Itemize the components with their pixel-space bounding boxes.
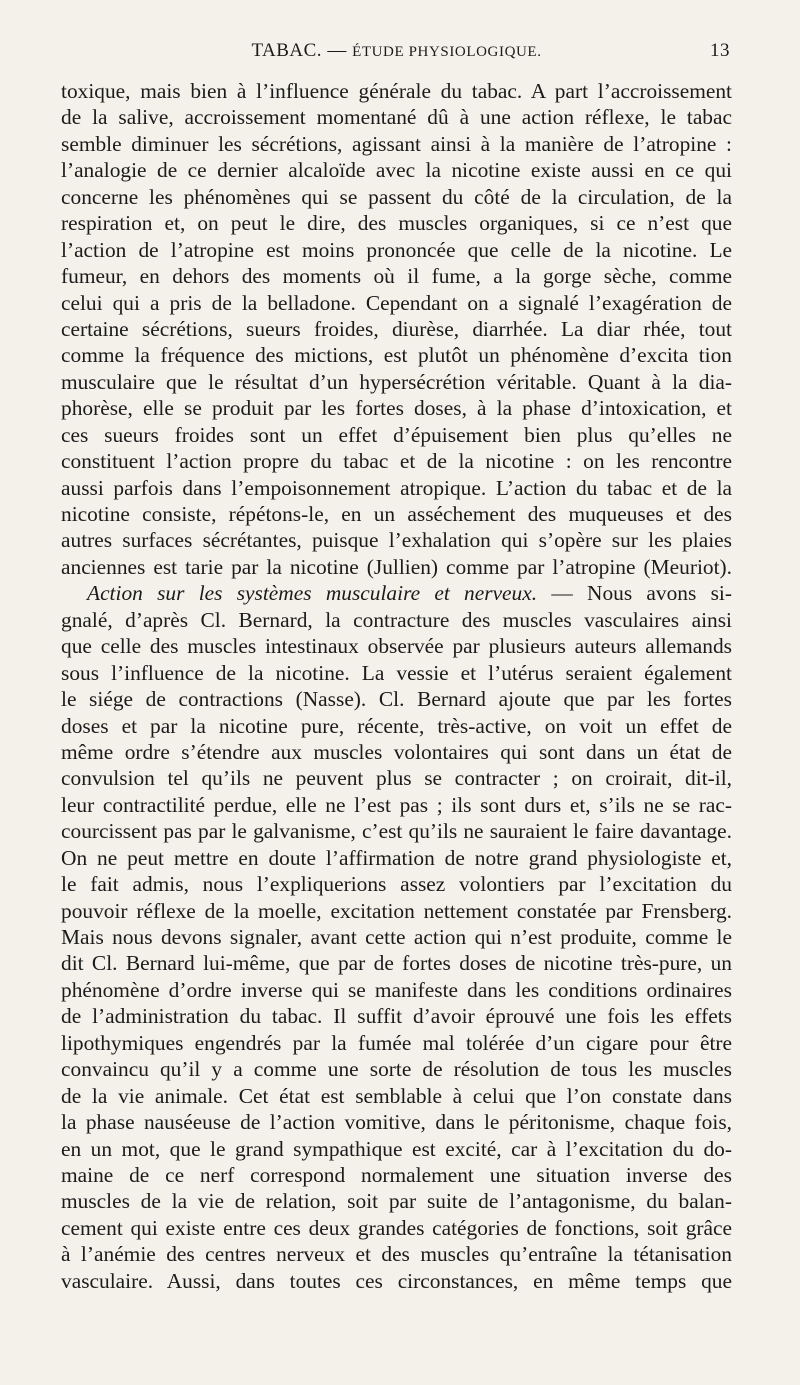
text-line: lipothymiques engendrés par la fumée mal tolérée d’un cigare pour être xyxy=(61,1030,732,1055)
section-lead-text: — Nous avons si- xyxy=(537,581,732,606)
text-line: nicotine consiste, répétons-le, en un asséchement des muqueuses et des xyxy=(61,502,732,526)
text-line: cement qui existe entre ces deux grandes catégories de fonctions, soit grâce xyxy=(61,1215,732,1240)
text-line: le fait admis, nous l’expliquerions assez volontiers par l’excitation du xyxy=(61,872,732,897)
text-line: phénomène d’ordre inverse qui se manifeste dans les conditions ordinaires xyxy=(61,977,732,1002)
text-line: constituent l’action propre du tabac et de la nicotine : on les rencontre xyxy=(61,449,732,474)
text-line: autres surfaces sécrétantes, puisque l’exhalation qui s’opère sur les plaies xyxy=(61,528,732,553)
body-text xyxy=(61,78,732,1294)
text-line: leur contractilité perdue, elle ne l’est pas ; ils sont durs et, s’ils ne se rac- xyxy=(61,792,732,817)
text-line: semble diminuer les sécrétions, agissant ainsi à la manière de l’atropine : xyxy=(61,131,732,156)
text-line: On ne peut mettre en doute l’affirmation de notre grand physiologiste et, xyxy=(61,845,732,870)
text-line: que celle des muscles intestinaux observée par plusieurs auteurs allemands xyxy=(61,634,732,659)
text-line: muscles de la vie de relation, soit par suite de l’antagonisme, du balan- xyxy=(61,1189,732,1214)
running-head xyxy=(61,38,732,74)
text-line: courcissent pas par le galvanisme, c’est qu’ils ne sauraient le faire davantage. xyxy=(61,819,732,844)
text-line: doses et par la nicotine pure, récente, très-active, on voit un effet de xyxy=(61,713,732,738)
running-title-separator: — xyxy=(322,40,353,61)
text-line: phorèse, elle se produit par les fortes doses, à la phase d’intoxication, et xyxy=(61,396,732,421)
text-line: la phase nauséeuse de l’action vomitive, dans le péritonisme, chaque fois, xyxy=(61,1110,732,1135)
text-line: convaincu qu’il y a comme une sorte de résolution de tous les muscles xyxy=(61,1057,732,1082)
text-line: ces sueurs froides sont un effet d’épuisement bien plus qu’elles ne xyxy=(61,422,732,447)
text-line: anciennes est tarie par la nicotine (Jullien) comme par l’atropine (Meuriot). xyxy=(61,554,732,579)
text-line: de la vie animale. Cet état est semblable à celui que l’on constate dans xyxy=(61,1083,732,1108)
text-line: celui qui a pris de la belladone. Cependant on a signalé l’exagération de xyxy=(61,290,732,315)
text-line: de l’administration du tabac. Il suffit d’avoir éprouvé une fois les effets xyxy=(61,1004,732,1029)
text-line: concerne les phénomènes qui se passent du côté de la circulation, de la xyxy=(61,184,732,209)
text-line: fumeur, en dehors des moments où il fume, a la gorge sèche, comme xyxy=(61,264,732,289)
text-line: toxique, mais bien à l’influence générale du tabac. A part l’accroissement xyxy=(61,79,732,103)
page-number: 13 xyxy=(710,40,730,61)
text-line: à l’anémie des centres nerveux et des muscles qu’entraîne la tétanisation xyxy=(61,1242,732,1267)
text-line: dit Cl. Bernard lui-même, que par de fortes doses de nicotine très-pure, un xyxy=(61,951,732,976)
text-line: gnalé, d’après Cl. Bernard, la contracture des muscles vasculaires ainsi xyxy=(61,607,732,632)
text-line: le siége de contractions (Nasse). Cl. Bernard ajoute que par les fortes xyxy=(61,687,732,712)
text-line: Mais nous devons signaler, avant cette action qui n’est produite, comme le xyxy=(61,925,732,949)
text-line: sous l’influence de la nicotine. La vessie et l’utérus seraient également xyxy=(61,660,732,685)
section-heading: Action sur les systèmes musculaire et nerveux. xyxy=(87,581,538,606)
text-line: même ordre s’étendre aux muscles volontaires qui sont dans un état de xyxy=(61,739,732,764)
running-title-section: ÉTUDE PHYSIOLOGIQUE. xyxy=(352,44,542,60)
text-line: certaine sécrétions, sueurs froides, diurèse, diarrhée. La diar rhée, tout xyxy=(61,316,732,341)
text-line: en un mot, que le grand sympathique est excité, car à l’excitation du do- xyxy=(61,1136,732,1161)
text-line: respiration et, on peut le dire, des muscles organiques, si ce n’est que xyxy=(61,211,732,236)
running-title-main: TABAC. xyxy=(251,40,323,61)
text-line: l’action de l’atropine est moins prononcée que celle de la nicotine. Le xyxy=(61,237,732,262)
running-title xyxy=(61,40,732,62)
text-line: de la salive, accroissement momentané dû à une action réflexe, le tabac xyxy=(61,105,732,130)
text-line: aussi parfois dans l’empoisonnement atropique. L’action du tabac et de la xyxy=(61,475,732,500)
text-line: musculaire que le résultat d’un hypersécrétion véritable. Quant à la dia- xyxy=(61,369,732,394)
section-heading-line xyxy=(61,580,732,606)
text-line: comme la fréquence des mictions, est plutôt un phénomène d’excita tion xyxy=(61,343,732,368)
text-line: pouvoir réflexe de la moelle, excitation nettement constatée par Frensberg. xyxy=(61,898,732,923)
text-line: l’analogie de ce dernier alcaloïde avec la nicotine existe aussi en ce qui xyxy=(61,158,732,183)
text-line: convulsion tel qu’ils ne peuvent plus se contracter ; on croirait, dit-il, xyxy=(61,766,732,791)
text-line: vasculaire. Aussi, dans toutes ces circonstances, en même temps que xyxy=(61,1268,732,1293)
text-line: maine de ce nerf correspond normalement une situation inverse des xyxy=(61,1162,732,1187)
